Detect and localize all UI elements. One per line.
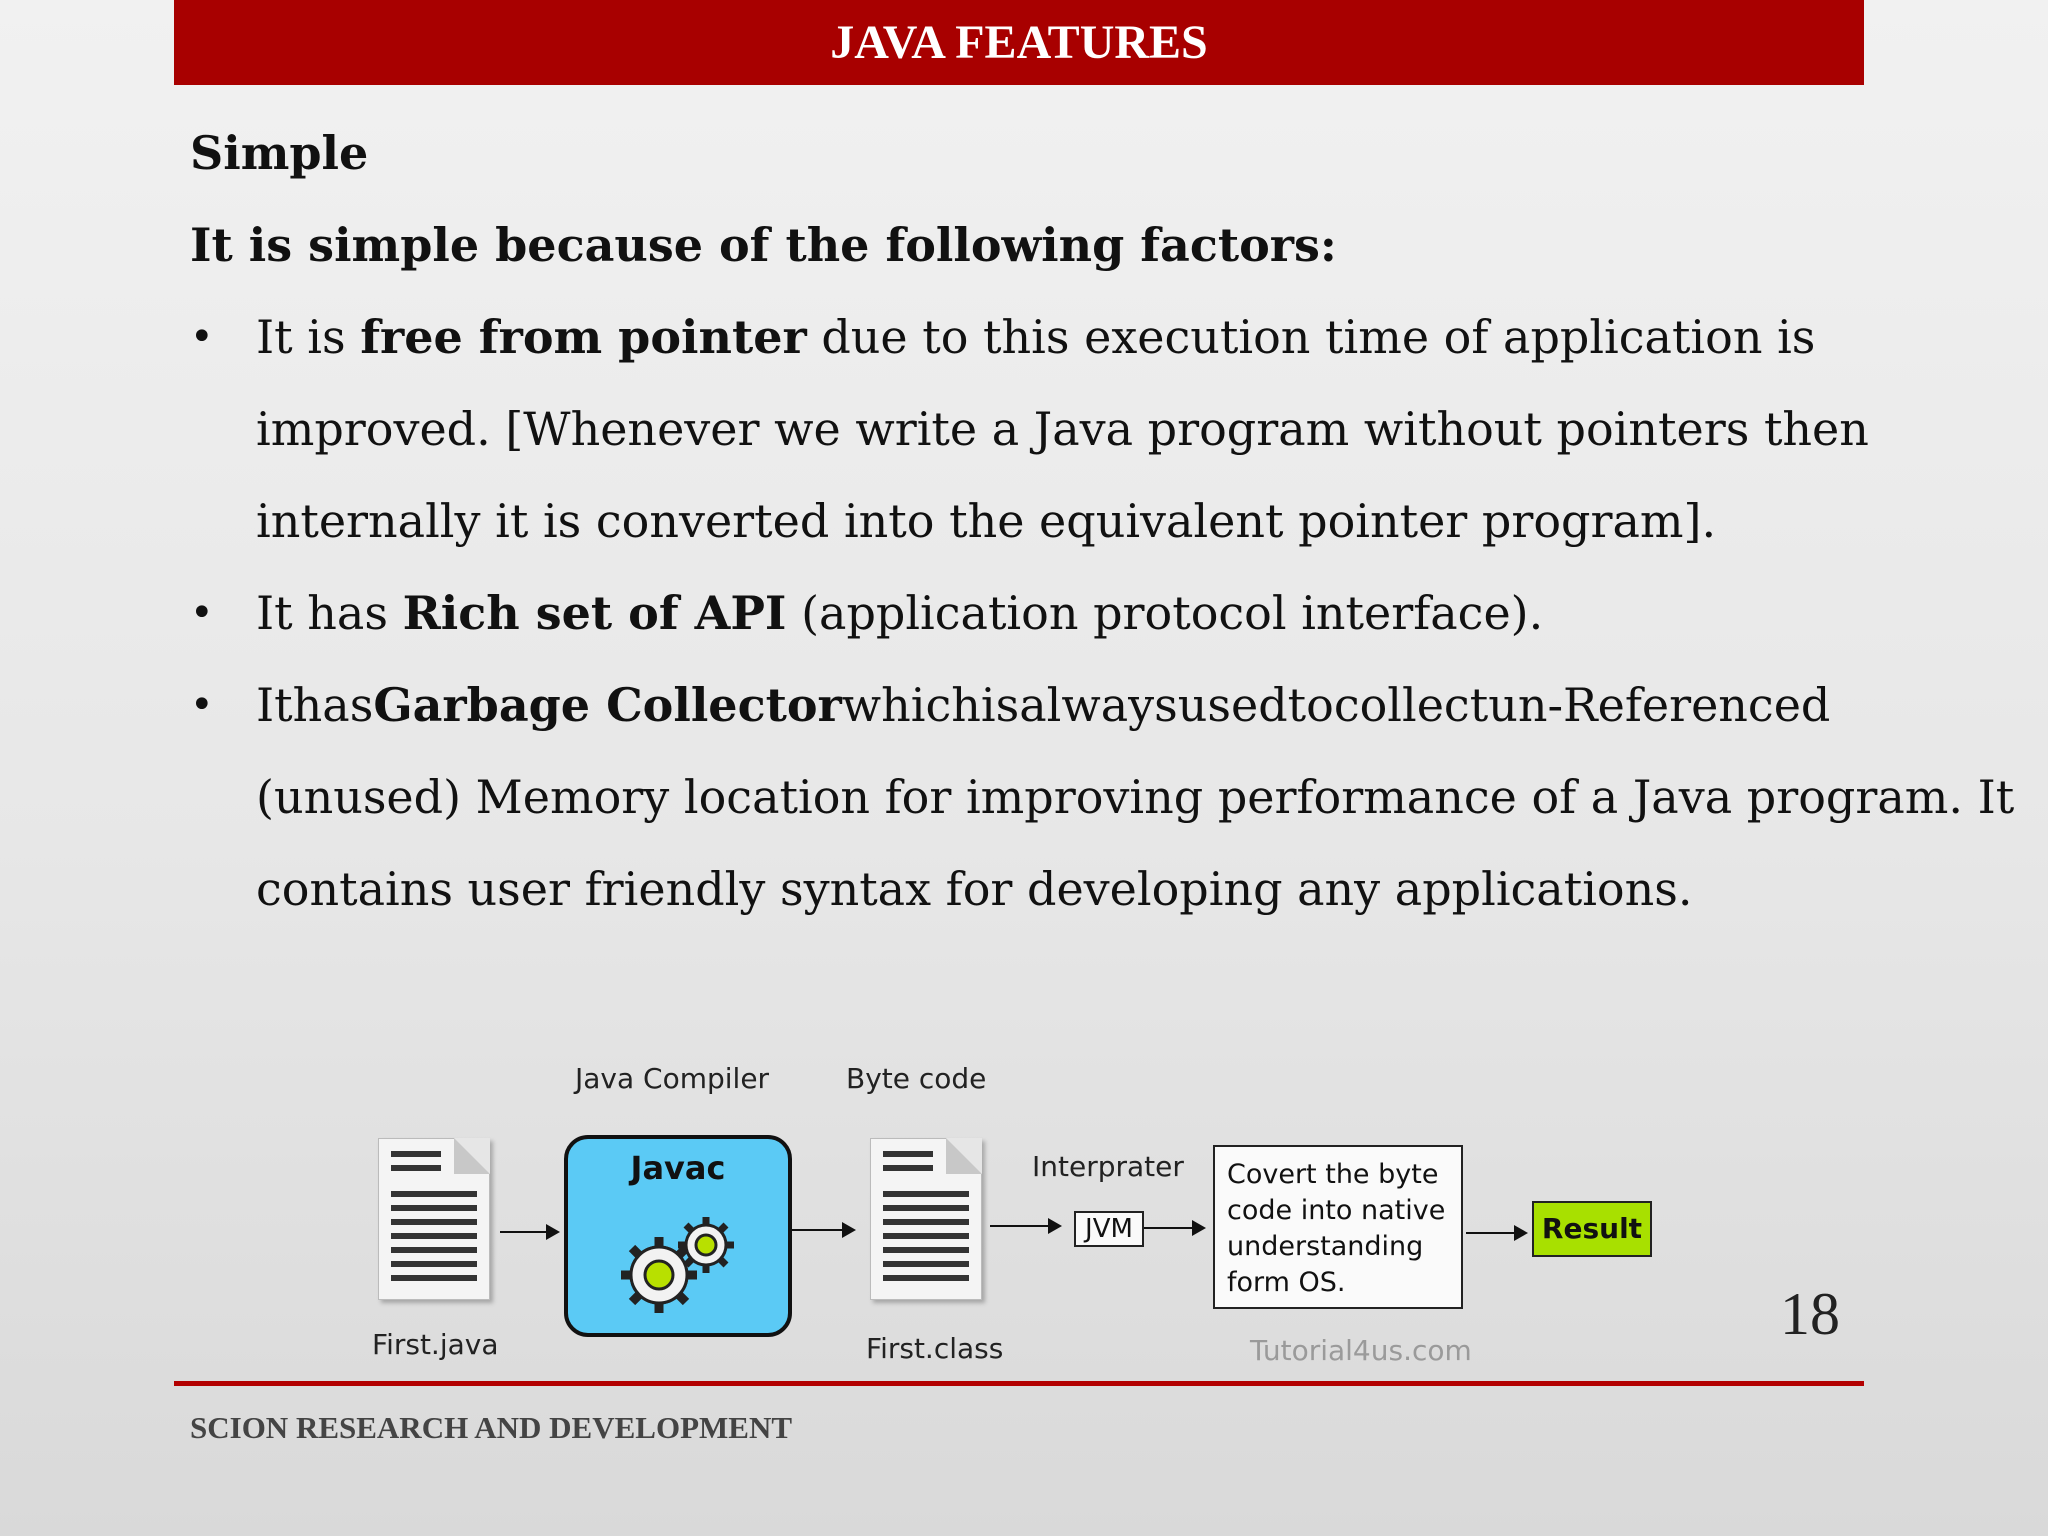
slide-title: JAVA FEATURES — [174, 0, 1864, 85]
bullet-1-prefix: It is — [256, 310, 361, 364]
javac-label: Javac — [630, 1149, 726, 1187]
convert-line: form OS. — [1227, 1267, 1346, 1298]
arrow-right-icon — [500, 1231, 558, 1233]
watermark: Tutorial4us.com — [1250, 1334, 1472, 1367]
word: un-Referenced — [1488, 678, 1831, 732]
class-file-icon — [870, 1138, 982, 1300]
arrow-right-icon — [1466, 1232, 1526, 1234]
convert-line: Covert the byte — [1227, 1159, 1439, 1190]
bullet-2-keyword: Rich set of API — [402, 586, 787, 640]
bullet-2-suffix: (application protocol interface). — [786, 586, 1544, 640]
arrow-right-icon — [1144, 1227, 1204, 1229]
subheading: It is simple because of the following factors: — [190, 218, 1337, 272]
word: which — [841, 678, 981, 732]
footer-text: SCION RESEARCH AND DEVELOPMENT — [190, 1410, 793, 1445]
source-file-icon — [378, 1138, 490, 1300]
javac-box — [564, 1135, 792, 1337]
word: collect — [1333, 678, 1489, 732]
heading-simple: Simple — [190, 126, 369, 180]
bullet-1-line-3: internally it is converted into the equivalent pointer program]. — [256, 494, 1717, 548]
convert-bytecode-box — [1213, 1145, 1463, 1309]
gears-icon — [614, 1207, 744, 1317]
bullet-2-prefix: It has — [256, 586, 403, 640]
word: has — [292, 678, 374, 732]
arrow-right-icon — [792, 1229, 854, 1231]
convert-line: code into native — [1227, 1195, 1446, 1226]
word: always — [1019, 678, 1178, 732]
bullet-marker-1: • — [190, 314, 214, 360]
bullet-3-line-2: (unused) Memory location for improving performance of a Java program. It — [256, 770, 2015, 824]
word: to — [1287, 678, 1334, 732]
java-compiler-label: Java Compiler — [575, 1062, 770, 1095]
class-file-label: First.class — [866, 1332, 1004, 1365]
bullet-marker-2: • — [190, 590, 214, 636]
word: is — [980, 678, 1020, 732]
result-box: Result — [1532, 1201, 1652, 1257]
bullet-3-keyword: Garbage Collector — [373, 678, 842, 732]
footer-divider — [174, 1381, 1864, 1386]
arrow-right-icon — [990, 1225, 1060, 1227]
bullet-1-suffix: due to this execution time of application is — [806, 310, 1816, 364]
convert-line: understanding — [1227, 1231, 1424, 1262]
byte-code-label: Byte code — [846, 1062, 987, 1095]
jvm-box: JVM — [1074, 1211, 1144, 1247]
bullet-2-line-1 — [256, 567, 1543, 659]
word: used — [1177, 678, 1288, 732]
interpreter-label: Interprater — [1032, 1150, 1184, 1183]
source-file-label: First.java — [372, 1328, 499, 1361]
bullet-3-line-1 — [256, 659, 1831, 751]
bullet-marker-3: • — [190, 682, 214, 728]
page-number: 18 — [1780, 1281, 1840, 1347]
word: It — [256, 678, 293, 732]
bullet-1-keyword: free from pointer — [360, 310, 807, 364]
bullet-1-line-1 — [256, 291, 1815, 383]
bullet-1-line-2: improved. [Whenever we write a Java program without pointers then — [256, 402, 1869, 456]
bullet-3-line-3: contains user friendly syntax for developing any applications. — [256, 862, 1693, 916]
